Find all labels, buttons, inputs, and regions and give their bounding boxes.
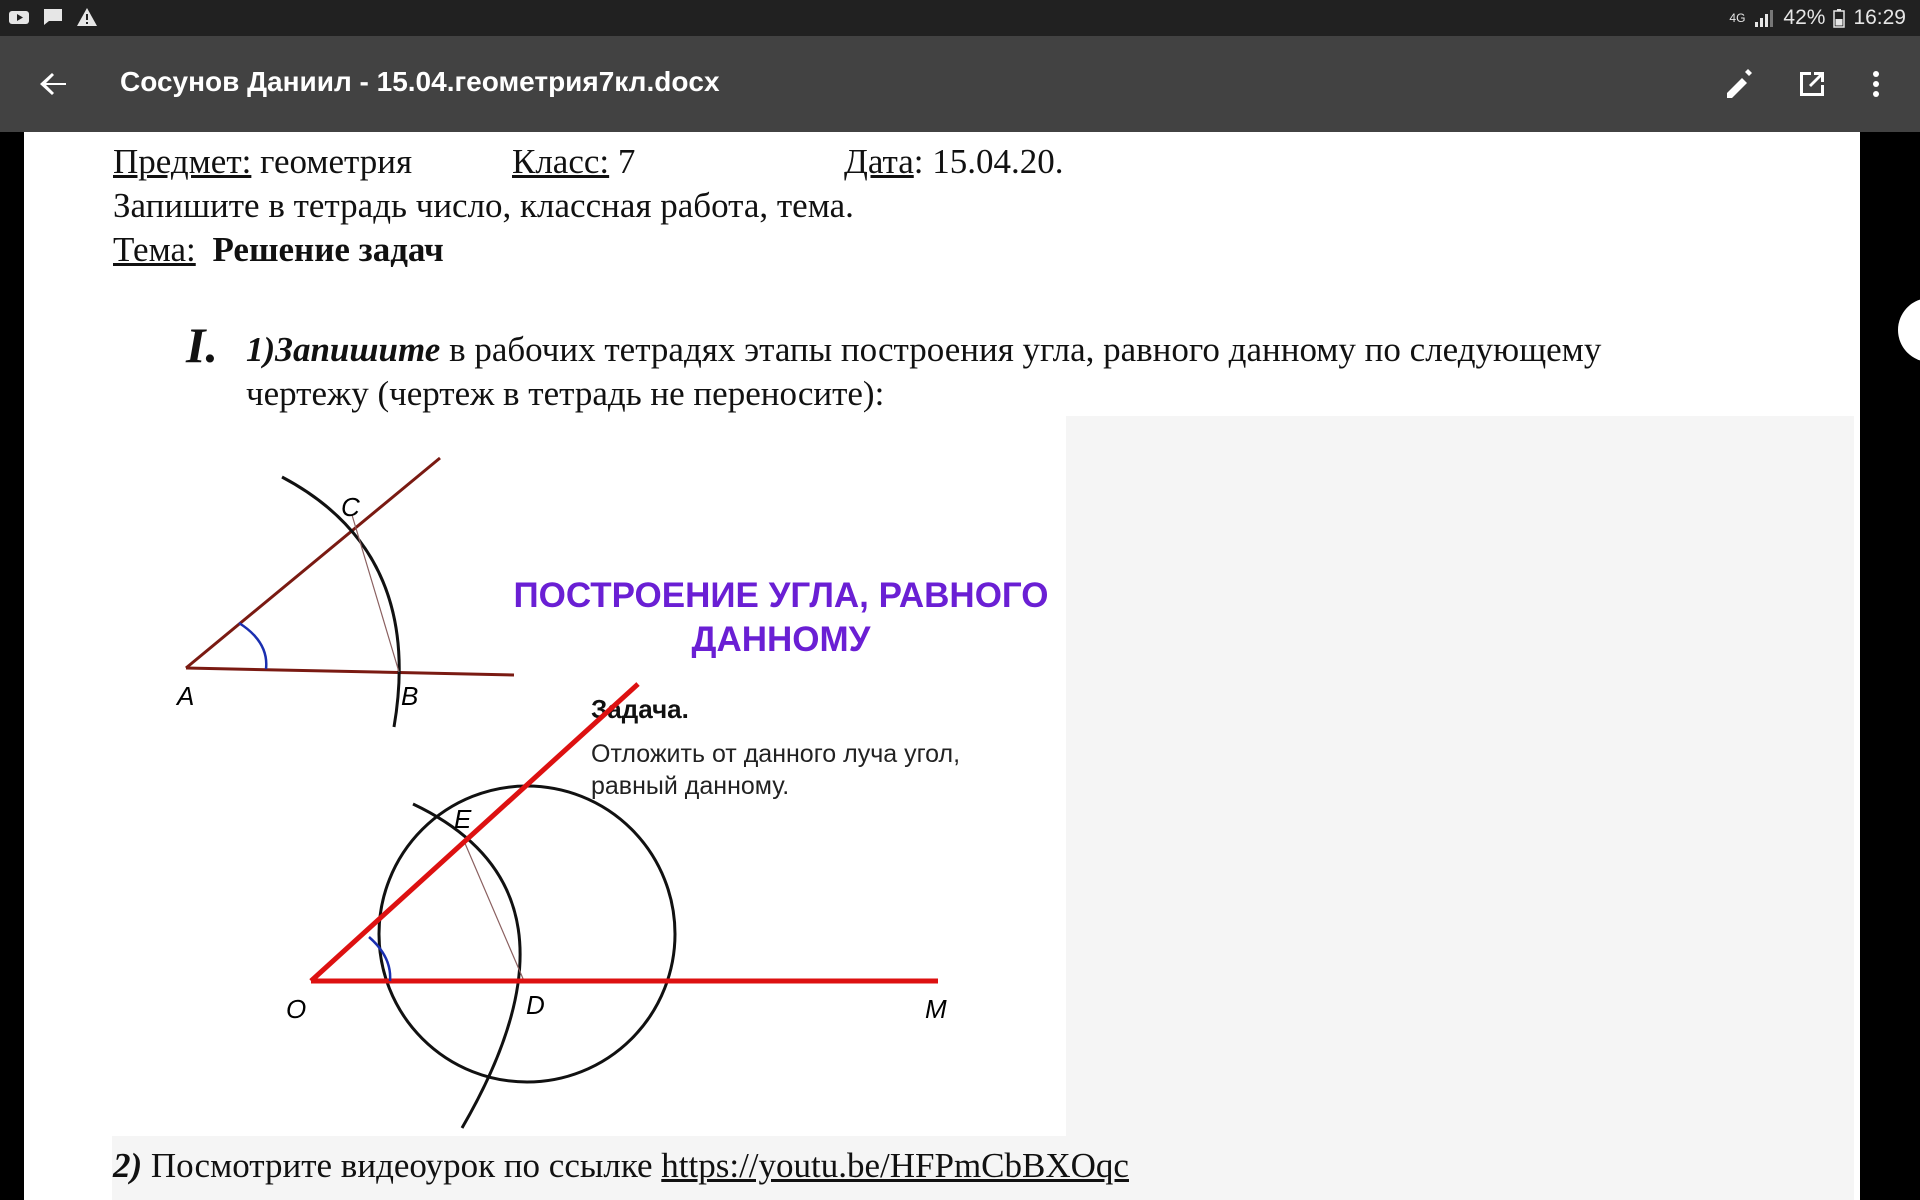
figure-task-line1: Отложить от данного луча угол,: [591, 740, 961, 768]
signal-icon: [1753, 8, 1775, 28]
task2-line: [113, 1146, 1129, 1186]
scroll-arrows-icon: [1898, 298, 1920, 362]
status-indicators: [1729, 6, 1906, 30]
label-d: D: [526, 990, 545, 1020]
figure-title-line2: ДАННОМУ: [691, 620, 871, 659]
label-c: C: [341, 492, 360, 522]
task1-line2: чертежу (чертеж в тетрадь не переносите):: [246, 374, 885, 413]
task2-number: 2): [113, 1146, 143, 1185]
label-e: E: [454, 804, 472, 834]
youtube-icon: [8, 7, 30, 27]
task1-number: 1): [246, 330, 276, 369]
class-label: Класс:: [512, 142, 610, 181]
topic-label: Тема:: [113, 230, 196, 269]
more-options-icon[interactable]: [1856, 64, 1896, 104]
label-o: O: [286, 994, 307, 1024]
date-label: Дата: [844, 142, 914, 181]
video-link[interactable]: https://youtu.be/HFPmCbBXOqc: [661, 1146, 1129, 1185]
instruction-text: Запишите в тетрадь число, классная работа, тема.: [113, 186, 854, 225]
clock: 16:29: [1853, 6, 1906, 29]
date-value: 15.04.20.: [932, 142, 1064, 181]
figure-task-line2: равный данному.: [591, 772, 790, 800]
class-value: 7: [617, 142, 636, 181]
open-external-icon[interactable]: [1792, 64, 1832, 104]
date-colon: :: [913, 142, 924, 181]
status-notifications: [8, 7, 98, 27]
circle-d: [379, 786, 675, 1082]
task1-bold-word: Запишите: [275, 330, 441, 369]
edit-pencil-icon[interactable]: [1720, 64, 1760, 104]
warning-icon: [76, 7, 98, 27]
ray-ac: [186, 458, 440, 668]
message-icon: [42, 7, 64, 27]
subject-label: Предмет:: [113, 142, 252, 181]
subject-value: геометрия: [260, 142, 413, 181]
status-bar: [0, 0, 1920, 36]
fast-scroll-handle[interactable]: [1898, 298, 1920, 362]
document-page[interactable]: [24, 132, 1860, 1200]
label-a: A: [177, 681, 195, 711]
chord-bc: [352, 515, 399, 672]
document-content: [24, 132, 1860, 1200]
figure-title-line1: ПОСТРОЕНИЕ УГЛА, РАВНОГО: [513, 576, 1049, 615]
geometry-figure: [24, 132, 1860, 1200]
document-title: Сосунов Даниил - 15.04.геометрия7кл.docx: [120, 66, 720, 97]
battery-icon: [1833, 8, 1845, 28]
label-m: M: [925, 994, 947, 1024]
section-number: I.: [186, 317, 218, 373]
task2-text: Посмотрите видеоурок по ссылке: [142, 1146, 662, 1185]
app-bar: [0, 36, 1920, 132]
ray-oe: [311, 684, 638, 981]
label-b: B: [401, 681, 419, 711]
circle-gap: [647, 1037, 661, 1067]
figure-task-heading: Задача.: [591, 694, 689, 724]
task1-text: в рабочих тетрадях этапы построения угла, равного данному по следующему: [440, 330, 1602, 369]
battery-percent: 42%: [1783, 6, 1826, 29]
topic-value: Решение задач: [212, 230, 444, 269]
back-arrow-icon[interactable]: [36, 66, 72, 102]
ray-ab: [186, 668, 514, 675]
network-type: 4G: [1729, 11, 1746, 25]
angle-mark-a: [239, 623, 266, 669]
